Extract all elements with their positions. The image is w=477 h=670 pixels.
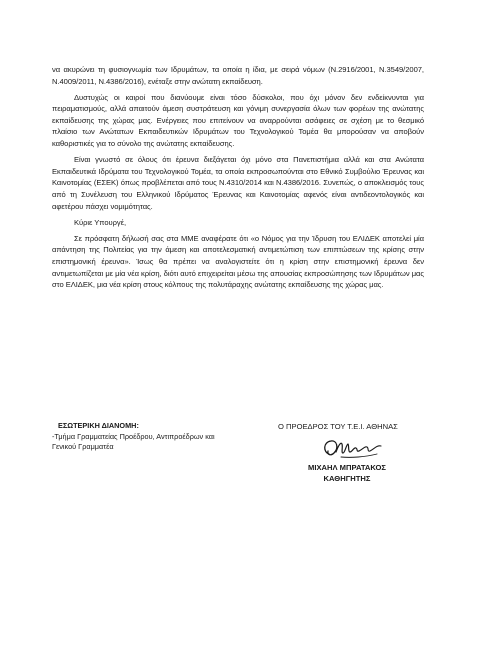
paragraph-media-statement: Σε πρόσφατη δήλωσή σας στα ΜΜΕ αναφέρατε ότι «ο Νόμος για την Ίδρυση του ΕΛΙΔΕΚ αποτελεί μία απάντηση της Πολιτείας για την άμεση και αποτελεσματική αντιμετώπιση των επιπτώσεων της κρίσης στην επιστημονική έρευνα». Ίσως θα πρέπει να αναλογιστείτε ότι η κρίση στην επιστημονική έρευνα δεν αντιμετωπίζεται με μία νέα κρίση, διότι αυτό επιχειρείται μέσω της απουσίας εκπροσώπησης των Ιδρυμάτων μας στο ΕΛΙΔΕΚ, μια νέα κρίση στους κόλπους της πολυτάραχης ανώτατης εκπαίδευσης της χώρας μας.	[52, 233, 424, 290]
internal-distribution	[52, 421, 242, 453]
salutation: Κύριε Υπουργέ,	[74, 217, 127, 227]
paragraph-continuation: να ακυρώνει τη φυσιογνωμία των Ιδρυμάτων, τα οποία η ίδια, με σειρά νόμων (Ν.2916/2001, Ν.3549/2007, Ν.4009/2011, Ν.4386/2016), ενέταξε στην ανώτατη εκπαίδευση.	[52, 65, 424, 86]
distribution-item-line-2: Γενικού Γραμματέα	[52, 442, 114, 451]
handwritten-signature-icon	[315, 436, 387, 462]
distribution-heading: ΕΣΩΤΕΡΙΚΗ ΔΙΑΝΟΜΗ:	[58, 421, 139, 430]
signer-title: ΚΑΘΗΓΗΤΗΣ	[323, 474, 371, 483]
signature-block	[276, 421, 426, 484]
signer-name: ΜΙΧΑΗΛ ΜΠΡΑΤΑΚΟΣ	[308, 463, 386, 472]
paragraph-research-institutions: Είναι γνωστό σε όλους ότι έρευνα διεξάγεται όχι μόνο στα Πανεπιστήμια αλλά και στα Ανώτατα Εκπαιδευτικά Ιδρύματα του Τεχνολογικού Τομέα, τα οποία εκπροσωπούνται στο Εθνικό Συμβούλιο Έρευνας και Καινοτομίας (ΕΣΕΚ) όπως προβλέπεται από τους Ν.4310/2014 και Ν.4386/2016. Συνεπώς, ο αποκλεισμός τους από τη Συνέλευση του Ελληνικού Ιδρύματος Έρευνας και Καινοτομίας αφενός είναι αντιδεοντολογικός και αφετέρου πάσχει νομιμότητας.	[52, 155, 424, 211]
paragraph-difficult-times: Δυστυχώς οι καιροί που διανύουμε είναι τόσο δύσκολοι, που όχι μόνον δεν ενδείκνυνται για πειραματισμούς, αλλά απαιτούν άμεση συστράτευση και γόνιμη συνεργασία όλων των φορέων της ανώτατης εκπαίδευσης της χώρας μας. Ενέργειες που επιτείνουν να αναρρούνται ασάφειες σε σχέση με το θεσμικό πλαίσιο των Ανώτατων Εκπαιδευτικών Ιδρυμάτων του Τεχνολογικού Τομέα θα μπορούσαν να αποβούν καθοριστικές για το σύνολο της ανώτατης εκπαίδευσης.	[52, 92, 424, 149]
signer-role: Ο ΠΡΟΕΔΡΟΣ ΤΟΥ Τ.Ε.Ι. ΑΘΗΝΑΣ	[278, 422, 398, 431]
distribution-item-line-1: -Τμήμα Γραμματείας Προέδρου, Αντιπροέδρων και	[52, 431, 215, 441]
letter-body	[52, 64, 424, 291]
